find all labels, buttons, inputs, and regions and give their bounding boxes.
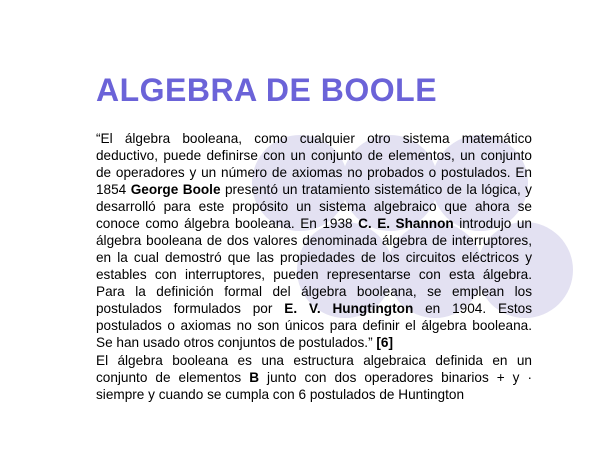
- slide-body: [96, 130, 532, 404]
- slide-title: ALGEBRA DE BOOLE: [96, 72, 438, 108]
- p1-text-2: presentó un tratamiento sistemático de la lógica, y desarrolló para este propósito un sistema algebraico que ahora se conoce como álgebra booleana. En 1938: [96, 182, 532, 231]
- paragraph-structure: [96, 352, 532, 403]
- p2-text-1: El álgebra booleana es una estructura algebraica definida en un conjunto de elementos: [96, 353, 532, 385]
- paragraph-definition-quote: [96, 130, 532, 351]
- name-shannon: C. E. Shannon: [358, 216, 454, 231]
- p1-text-3: introdujo un álgebra booleana de dos valores denominada álgebra de interruptores, en la cual demostró que las propiedades de los circuitos eléctricos y estables con interruptores, pueden representarse con esta álgebra. Para la definición formal del álgebra booleana, se emplean los postulados formulados por: [96, 216, 532, 316]
- reference-marker: [6]: [376, 335, 393, 350]
- p2-text-2: junto con dos operadores binarios + y · siempre y cuando se cumpla con 6 postulados de Huntington: [96, 370, 532, 402]
- p1-text-1: “El álgebra booleana, como cualquier otro sistema matemático deductivo, puede definirse con un conjunto de elementos, un conjunto de operadores y un número de axiomas no probados o postulados. En 1854: [96, 131, 532, 197]
- name-george-boole: George Boole: [130, 182, 221, 197]
- set-b: B: [249, 370, 260, 385]
- p1-text-4: en 1904. Estos postulados o axiomas no son únicos para definir el álgebra booleana. Se han usado otros conjuntos de postulados.”: [96, 301, 533, 350]
- name-hungtington: E. V. Hungtington: [284, 301, 414, 316]
